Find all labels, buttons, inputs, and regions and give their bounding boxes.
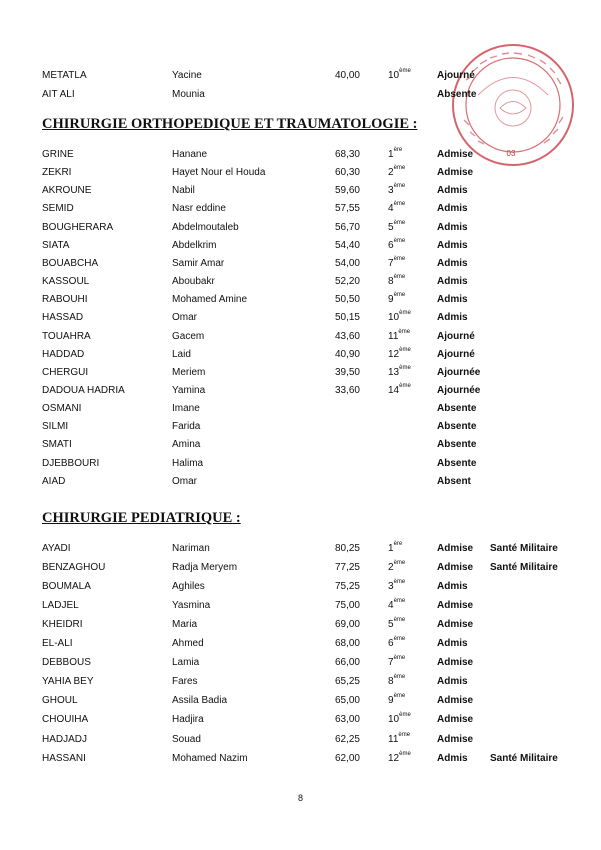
table-row xyxy=(0,474,601,490)
table-row xyxy=(0,147,601,163)
cell-resultat: Absent xyxy=(437,475,471,487)
rang-number: 11 xyxy=(388,330,399,342)
cell-rang xyxy=(388,238,405,254)
cell-prenom: Maria xyxy=(172,619,198,631)
cell-resultat: Admis xyxy=(437,294,468,306)
cell-rang xyxy=(388,201,405,217)
table-row xyxy=(0,437,601,453)
cell-nom: TOUAHRA xyxy=(42,330,91,342)
rang-suffix: ème xyxy=(393,560,406,567)
cell-prenom: Yasmina xyxy=(172,600,211,612)
cell-rang xyxy=(388,274,405,290)
rang-suffix: ère xyxy=(393,147,403,153)
cell-resultat: Admise xyxy=(437,167,474,179)
cell-resultat: Admis xyxy=(437,257,468,269)
cell-nom: CHERGUI xyxy=(42,366,89,378)
cell-nom: SMATI xyxy=(42,439,72,451)
cell-note: 65,25 xyxy=(334,676,360,688)
rang-number: 13 xyxy=(388,366,400,378)
cell-note: 54,40 xyxy=(334,239,360,251)
cell-nom: AIAD xyxy=(42,475,66,487)
cell-prenom: Radja Meryem xyxy=(172,562,238,574)
rang-number: 2 xyxy=(388,562,394,574)
cell-note: 56,70 xyxy=(334,221,360,233)
cell-nom: DEBBOUS xyxy=(42,657,91,669)
cell-rang xyxy=(388,541,402,557)
table-row xyxy=(0,693,601,709)
cell-rang xyxy=(388,329,410,345)
rang-number: 5 xyxy=(388,221,394,233)
cell-prenom: Aghiles xyxy=(172,581,205,593)
table-row xyxy=(0,256,601,272)
table-row xyxy=(0,365,601,381)
cell-resultat: Absente xyxy=(437,403,477,415)
cell-resultat: Ajourné xyxy=(437,70,475,81)
cell-nom: BENZAGHOU xyxy=(42,562,106,574)
rang-suffix: ème xyxy=(393,255,406,262)
table-row xyxy=(0,617,601,633)
table-row xyxy=(0,220,601,236)
cell-nom: HASSANI xyxy=(42,752,86,764)
cell-rang xyxy=(388,365,411,381)
rang-suffix: ème xyxy=(393,237,406,244)
rang-suffix: ème xyxy=(393,165,406,172)
cell-prenom: Amina xyxy=(172,439,201,451)
cell-nom: HADJADJ xyxy=(42,733,88,745)
table-row xyxy=(0,310,601,326)
cell-rang xyxy=(388,310,411,326)
cell-rang xyxy=(388,292,405,308)
rang-number: 2 xyxy=(388,167,394,179)
rang-suffix: ème xyxy=(399,382,411,389)
cell-prenom: Aboubakr xyxy=(172,276,215,288)
cell-prenom: Omar xyxy=(172,475,197,487)
cell-rang xyxy=(388,256,405,272)
cell-prenom: Ahmed xyxy=(172,638,204,650)
svg-text:03: 03 xyxy=(506,149,516,158)
rang-number: 10 xyxy=(388,714,400,726)
cell-resultat: Ajournée xyxy=(437,384,481,396)
cell-note: 59,60 xyxy=(334,185,360,197)
cell-nom: SIATA xyxy=(42,239,70,251)
rang-suffix: ème xyxy=(393,617,406,624)
table-row xyxy=(0,751,601,767)
cell-note: 69,00 xyxy=(334,619,360,631)
rang-suffix: ème xyxy=(399,712,411,719)
rang-number: 12 xyxy=(388,752,400,764)
cell-nom: DADOUA HADRIA xyxy=(42,384,125,396)
cell-nom: DJEBBOURI xyxy=(42,457,100,469)
table-row xyxy=(0,383,601,399)
rang-number: 1 xyxy=(388,543,394,554)
cell-prenom: Souad xyxy=(172,733,201,745)
cell-nom: SEMID xyxy=(42,203,74,215)
rang-number: 9 xyxy=(388,294,394,306)
cell-observation: Santé Militaire xyxy=(490,752,558,764)
cell-resultat: Ajourné xyxy=(437,330,475,342)
rang-number: 10 xyxy=(388,312,400,324)
rang-suffix: ème xyxy=(393,693,406,700)
table-row xyxy=(0,732,601,748)
cell-nom: ZEKRI xyxy=(42,167,72,179)
cell-nom: METATLA xyxy=(42,70,87,81)
cell-rang xyxy=(388,383,411,399)
cell-note: 39,50 xyxy=(334,366,360,378)
rang-number: 6 xyxy=(388,638,394,650)
cell-rang xyxy=(388,655,405,671)
rang-number: 10 xyxy=(388,70,400,81)
rang-number: 4 xyxy=(388,203,394,215)
cell-resultat: Admise xyxy=(437,695,474,707)
table-row xyxy=(0,68,601,84)
cell-prenom: Hanane xyxy=(172,149,208,160)
rang-suffix: ème xyxy=(393,219,406,226)
cell-resultat: Admis xyxy=(437,581,468,593)
cell-resultat: Admise xyxy=(437,714,474,726)
table-row xyxy=(0,636,601,652)
cell-note: 77,25 xyxy=(334,562,360,574)
cell-prenom: Abdelmoutaleb xyxy=(172,221,239,233)
cell-note: 75,25 xyxy=(334,581,360,593)
table-row xyxy=(0,347,601,363)
cell-rang xyxy=(388,636,405,652)
rang-suffix: ème xyxy=(393,655,406,662)
rang-suffix: ème xyxy=(393,292,406,299)
cell-prenom: Assila Badia xyxy=(172,695,228,707)
cell-note: 65,00 xyxy=(334,695,360,707)
cell-prenom: Hayet Nour el Houda xyxy=(172,167,266,179)
cell-prenom: Yacine xyxy=(172,70,202,81)
cell-nom: KHEIDRI xyxy=(42,619,83,631)
rang-number: 3 xyxy=(388,581,394,593)
rang-suffix: ème xyxy=(399,364,411,371)
cell-note: 50,15 xyxy=(334,312,360,324)
cell-rang xyxy=(388,220,405,236)
table-row xyxy=(0,579,601,595)
cell-note: 43,60 xyxy=(334,330,360,342)
cell-nom: BOUGHERARA xyxy=(42,221,114,233)
cell-prenom: Halima xyxy=(172,457,204,469)
cell-nom: BOUMALA xyxy=(42,581,91,593)
cell-prenom: Mohamed Amine xyxy=(172,294,248,306)
cell-resultat: Admise xyxy=(437,149,474,160)
cell-note: 54,00 xyxy=(334,257,360,269)
cell-resultat: Admis xyxy=(437,638,468,650)
cell-nom: LADJEL xyxy=(42,600,79,612)
cell-nom: AYADI xyxy=(42,543,71,554)
cell-prenom: Nasr eddine xyxy=(172,203,226,215)
rang-number: 8 xyxy=(388,276,394,288)
cell-nom: RABOUHI xyxy=(42,294,88,306)
table-row xyxy=(0,274,601,290)
cell-resultat: Admis xyxy=(437,221,468,233)
table-row xyxy=(0,598,601,614)
cell-nom: CHOUIHA xyxy=(42,714,89,726)
cell-prenom: Lamia xyxy=(172,657,200,669)
cell-resultat: Absente xyxy=(437,439,477,451)
rang-number: 11 xyxy=(388,733,399,745)
cell-note: 63,00 xyxy=(334,714,360,726)
section-title-pediatrie: CHIRURGIE PEDIATRIQUE : xyxy=(42,510,241,526)
cell-prenom: Mohamed Nazim xyxy=(172,752,248,764)
cell-prenom: Omar xyxy=(172,312,197,324)
cell-nom: AIT ALI xyxy=(42,89,75,100)
cell-prenom: Nariman xyxy=(172,543,210,554)
rang-number: 4 xyxy=(388,600,394,612)
cell-resultat: Admise xyxy=(437,619,474,631)
cell-rang xyxy=(388,712,411,728)
cell-note: 62,00 xyxy=(334,752,360,764)
cell-nom: HASSAD xyxy=(42,312,84,324)
rang-suffix: ème xyxy=(398,328,411,335)
table-row xyxy=(0,419,601,435)
cell-resultat: Admis xyxy=(437,203,468,215)
cell-note: 57,55 xyxy=(334,203,360,215)
cell-prenom: Yamina xyxy=(172,384,206,396)
cell-prenom: Farida xyxy=(172,421,201,433)
cell-note: 40,90 xyxy=(334,348,360,360)
cell-resultat: Admise xyxy=(437,562,474,574)
cell-prenom: Nabil xyxy=(172,185,195,197)
cell-prenom: Hadjira xyxy=(172,714,204,726)
cell-nom: AKROUNE xyxy=(42,185,92,197)
cell-resultat: Admis xyxy=(437,312,468,324)
page-number: 8 xyxy=(297,793,303,803)
cell-nom: YAHIA BEY xyxy=(42,676,94,688)
rang-suffix: ème xyxy=(399,68,411,74)
cell-resultat: Admis xyxy=(437,752,468,764)
rang-number: 6 xyxy=(388,239,394,251)
rang-number: 1 xyxy=(388,149,394,160)
rang-number: 9 xyxy=(388,695,394,707)
cell-nom: BOUABCHA xyxy=(42,257,99,269)
cell-note: 50,50 xyxy=(334,294,360,306)
rang-suffix: ème xyxy=(393,674,406,681)
cell-rang xyxy=(388,560,405,576)
rang-suffix: ème xyxy=(393,598,406,605)
table-row xyxy=(0,87,601,103)
cell-resultat: Admise xyxy=(437,543,474,554)
cell-note: 68,30 xyxy=(334,149,360,160)
cell-nom: OSMANI xyxy=(42,403,82,415)
rang-suffix: ème xyxy=(393,183,406,190)
rang-suffix: ème xyxy=(399,750,411,757)
cell-prenom: Laid xyxy=(172,348,191,360)
cell-rang xyxy=(388,147,402,163)
cell-note: 60,30 xyxy=(334,167,360,179)
cell-resultat: Admis xyxy=(437,676,468,688)
cell-note: 75,00 xyxy=(334,600,360,612)
cell-rang xyxy=(388,579,405,595)
cell-prenom: Mounia xyxy=(172,89,205,100)
rang-suffix: ème xyxy=(393,274,406,281)
cell-prenom: Imane xyxy=(172,403,200,415)
cell-nom: SILMI xyxy=(42,421,69,433)
cell-rang xyxy=(388,617,405,633)
rang-number: 7 xyxy=(388,657,394,669)
cell-note: 68,00 xyxy=(334,638,360,650)
table-row xyxy=(0,712,601,728)
cell-prenom: Fares xyxy=(172,676,198,688)
rang-suffix: ème xyxy=(393,636,406,643)
cell-note: 62,25 xyxy=(334,733,360,745)
rang-number: 8 xyxy=(388,676,394,688)
table-row xyxy=(0,238,601,254)
cell-resultat: Admis xyxy=(437,276,468,288)
rang-suffix: ème xyxy=(398,731,411,738)
rang-number: 12 xyxy=(388,348,400,360)
table-row xyxy=(0,201,601,217)
cell-resultat: Admis xyxy=(437,185,468,197)
cell-resultat: Admise xyxy=(437,657,474,669)
table-row xyxy=(0,183,601,199)
table-row xyxy=(0,541,601,557)
cell-rang xyxy=(388,347,411,363)
cell-rang xyxy=(388,751,411,767)
cell-note: 40,00 xyxy=(334,70,360,81)
rang-number: 14 xyxy=(388,384,400,396)
cell-note: 33,60 xyxy=(334,384,360,396)
cell-observation: Santé Militaire xyxy=(490,562,558,574)
cell-prenom: Samir Amar xyxy=(172,257,225,269)
table-row xyxy=(0,560,601,576)
rang-number: 7 xyxy=(388,257,394,269)
table-row xyxy=(0,655,601,671)
table-row xyxy=(0,674,601,690)
rang-suffix: ère xyxy=(393,541,403,547)
cell-rang xyxy=(388,693,405,709)
rang-suffix: ème xyxy=(393,579,406,586)
cell-resultat: Absente xyxy=(437,421,477,433)
section-title-orthopedie: CHIRURGIE ORTHOPEDIQUE ET TRAUMATOLOGIE : xyxy=(42,116,418,132)
cell-rang xyxy=(388,598,405,614)
rang-suffix: ème xyxy=(393,201,406,208)
cell-nom: KASSOUL xyxy=(42,276,90,288)
cell-resultat: Ajourné xyxy=(437,348,475,360)
cell-nom: HADDAD xyxy=(42,348,85,360)
cell-resultat: Absente xyxy=(437,89,477,100)
cell-nom: EL-ALI xyxy=(42,638,73,650)
table-row xyxy=(0,165,601,181)
cell-nom: GRINE xyxy=(42,149,74,160)
cell-prenom: Gacem xyxy=(172,330,205,342)
cell-note: 80,25 xyxy=(334,543,360,554)
cell-prenom: Abdelkrim xyxy=(172,239,217,251)
rang-number: 3 xyxy=(388,185,394,197)
cell-rang xyxy=(388,68,411,84)
cell-resultat: Admise xyxy=(437,600,474,612)
table-row xyxy=(0,329,601,345)
cell-resultat: Admis xyxy=(437,239,468,251)
cell-prenom: Meriem xyxy=(172,366,206,378)
cell-rang xyxy=(388,183,405,199)
cell-rang xyxy=(388,165,405,181)
cell-rang xyxy=(388,732,410,748)
table-row xyxy=(0,292,601,308)
rang-suffix: ème xyxy=(399,346,411,353)
cell-observation: Santé Militaire xyxy=(490,543,558,554)
rang-number: 5 xyxy=(388,619,394,631)
cell-resultat: Ajournée xyxy=(437,366,481,378)
cell-note: 66,00 xyxy=(334,657,360,669)
cell-resultat: Absente xyxy=(437,457,477,469)
cell-resultat: Admise xyxy=(437,733,474,745)
cell-note: 52,20 xyxy=(334,276,360,288)
cell-nom: GHOUL xyxy=(42,695,78,707)
table-row xyxy=(0,401,601,417)
table-row xyxy=(0,456,601,472)
cell-rang xyxy=(388,674,405,690)
rang-suffix: ème xyxy=(399,310,411,317)
